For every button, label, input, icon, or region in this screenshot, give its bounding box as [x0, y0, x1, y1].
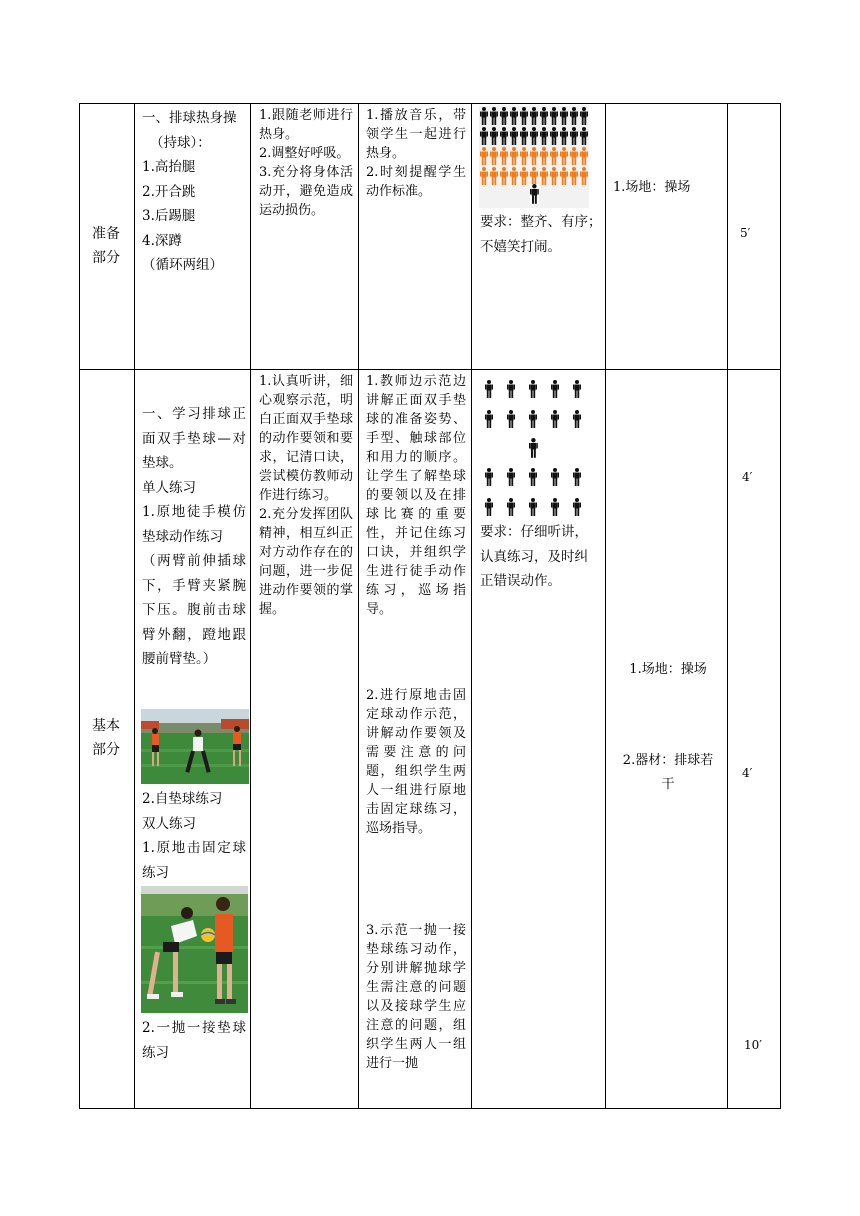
student-figure — [580, 127, 588, 145]
column-divider — [134, 104, 135, 1108]
student-figure — [551, 468, 559, 486]
student-figure — [529, 380, 537, 398]
student-figure — [520, 147, 528, 165]
student-figure — [520, 167, 528, 185]
basic-time-1: 4′ — [742, 470, 753, 484]
student-figure — [540, 127, 548, 145]
student-figure — [580, 107, 588, 125]
warmup-formation-diagram — [479, 106, 589, 208]
student-figure — [550, 147, 558, 165]
basic-teacher-step-1: 1.教师边示范边讲解正面双手垫球的准备姿势、手型、触球部位和用力的顺序。让学生了解垫球的要领以及在排球比赛的重要性，并记住练习口诀，并组织学生进行徒手动作练习，巡场指导。 — [366, 374, 466, 617]
student-figure — [550, 107, 558, 125]
student-figure — [529, 410, 537, 428]
prep-student-item: 2.调整好呼吸。 — [259, 146, 350, 161]
student-figure — [580, 167, 588, 185]
student-figure — [507, 410, 515, 428]
student-figure — [500, 107, 508, 125]
student-figure — [540, 167, 548, 185]
column-divider — [471, 104, 472, 1108]
student-figure — [490, 147, 498, 165]
student-figure — [560, 147, 568, 165]
pair-practice-heading: 双人练习 — [142, 815, 196, 832]
prep-venue: 1.场地：操场 — [613, 180, 691, 195]
basic-student-activity — [259, 372, 353, 619]
photo-bump-practice — [141, 709, 249, 784]
student-figure — [580, 147, 588, 165]
practice-item-1: 1.原地徒手模仿垫球动作练习 — [142, 504, 246, 545]
basic-time-3: 10′ — [744, 1038, 762, 1052]
prep-content-line: 3.后踢腿 — [142, 208, 196, 224]
basic-student-item: 1.认真听讲，细心观察示范，明白正面双手垫球的动作要领和要求，记清口诀，尝试模仿教师动作进行练习。 — [259, 374, 353, 503]
student-figure — [570, 107, 578, 125]
student-figure — [490, 167, 498, 185]
row-divider — [80, 369, 780, 370]
student-figure — [560, 167, 568, 185]
teacher-figure — [529, 438, 538, 458]
practice-item-1-note: （两臂前伸插球下，手臂夹紧腕下压。腹前击球臂外翻，蹬地跟腰前臂垫。） — [142, 553, 246, 667]
student-figure — [540, 107, 548, 125]
student-figure — [500, 147, 508, 165]
student-figure — [530, 167, 538, 185]
student-figure — [480, 107, 488, 125]
student-figure — [530, 127, 538, 145]
prep-content-title: 一、排球热身操 — [142, 110, 237, 126]
prep-teacher-activity — [366, 106, 466, 201]
column-divider — [727, 104, 728, 1108]
basic-content-continued — [142, 787, 246, 885]
photo-fixed-ball-practice — [141, 886, 248, 1013]
prep-content — [142, 106, 248, 278]
student-figure — [550, 127, 558, 145]
student-figure — [485, 498, 493, 516]
student-figure — [570, 167, 578, 185]
basic-section-label: 基本部分 — [92, 718, 120, 758]
basic-teacher-step-3: 3.示范一抛一接垫球练习动作，分别讲解抛球学生需注意的问题以及接球学生应注意的问题，组织学生两人一组进行一抛 — [366, 923, 466, 1071]
practice-item-3: 1.原地击固定球练习 — [142, 840, 246, 881]
lesson-plan-table — [79, 103, 781, 1109]
student-figure — [551, 410, 559, 428]
basic-time-2: 4′ — [742, 766, 753, 780]
prep-teacher-item: 2.时刻提醒学生动作标准。 — [366, 165, 466, 199]
student-figure — [560, 107, 568, 125]
student-figure — [540, 147, 548, 165]
prep-content-line: 1.高抬腿 — [142, 159, 196, 175]
prep-content-line: （循环两组） — [142, 257, 223, 273]
student-figure — [490, 107, 498, 125]
practice-item-4-wrap — [142, 1016, 246, 1065]
single-practice-heading: 单人练习 — [142, 479, 196, 496]
practice-item-2: 2.自垫球练习 — [142, 791, 223, 807]
student-figure — [510, 127, 518, 145]
student-figure — [530, 147, 538, 165]
student-figure — [507, 468, 515, 486]
student-figure — [573, 468, 581, 486]
student-figure — [507, 380, 515, 398]
column-divider — [250, 104, 251, 1108]
student-figure — [529, 498, 537, 516]
basic-venue: 1.场地：操场 — [629, 662, 707, 677]
basic-organization-requirement: 要求：仔细听讲，认真练习，及时纠正错误动作。 — [480, 524, 588, 589]
teaching-formation-diagram — [480, 376, 590, 516]
column-divider — [605, 104, 606, 1108]
student-figure — [551, 380, 559, 398]
basic-content — [142, 402, 246, 672]
prep-student-item: 3.充分将身体活动开，避免造成运动损伤。 — [259, 165, 353, 218]
student-figure — [510, 147, 518, 165]
student-figure — [560, 127, 568, 145]
student-figure — [529, 468, 537, 486]
basic-teacher-step-2: 2.进行原地击固定球动作示范，讲解动作要领及需要注意的问题，组织学生两人一组进行原地击固定球练习，巡场指导。 — [366, 688, 466, 836]
student-figure — [507, 498, 515, 516]
student-figure — [480, 127, 488, 145]
student-figure — [480, 167, 488, 185]
student-figure — [550, 167, 558, 185]
prep-content-line: 4.深蹲 — [142, 232, 182, 249]
student-figure — [520, 127, 528, 145]
prep-section-label: 准备部分 — [92, 226, 120, 266]
teacher-figure — [530, 184, 539, 204]
student-figure — [570, 127, 578, 145]
student-figure — [573, 410, 581, 428]
student-figure — [485, 410, 493, 428]
basic-equipment: 2.器材：排球若干 — [622, 753, 714, 792]
student-figure — [500, 127, 508, 145]
student-figure — [490, 127, 498, 145]
student-figure — [530, 107, 538, 125]
student-figure — [551, 498, 559, 516]
student-figure — [500, 167, 508, 185]
prep-content-line: （持球）： — [150, 134, 211, 151]
prep-time: 5′ — [740, 226, 751, 240]
student-figure — [570, 147, 578, 165]
student-figure — [510, 167, 518, 185]
student-figure — [573, 498, 581, 516]
student-figure — [510, 107, 518, 125]
column-divider — [358, 104, 359, 1108]
basic-student-item: 2.充分发挥团队精神，相互纠正对方动作存在的问题，进一步促进动作要领的掌握。 — [259, 507, 353, 617]
basic-content-title: 一、学习排球正面双手垫球—对垫球。 — [142, 406, 246, 471]
practice-item-4: 2.一抛一接垫球练习 — [142, 1020, 246, 1061]
prep-content-line: 2.开合跳 — [142, 183, 196, 200]
prep-student-activity — [259, 106, 353, 220]
prep-organization-requirement: 要求：整齐、有序；不嬉笑打闹。 — [480, 214, 602, 255]
prep-teacher-item: 1.播放音乐，带领学生一起进行热身。 — [366, 108, 466, 161]
prep-student-item: 1.跟随老师进行热身。 — [259, 108, 353, 142]
student-figure — [480, 147, 488, 165]
student-figure — [573, 380, 581, 398]
student-figure — [485, 380, 493, 398]
student-figure — [485, 468, 493, 486]
student-figure — [520, 107, 528, 125]
